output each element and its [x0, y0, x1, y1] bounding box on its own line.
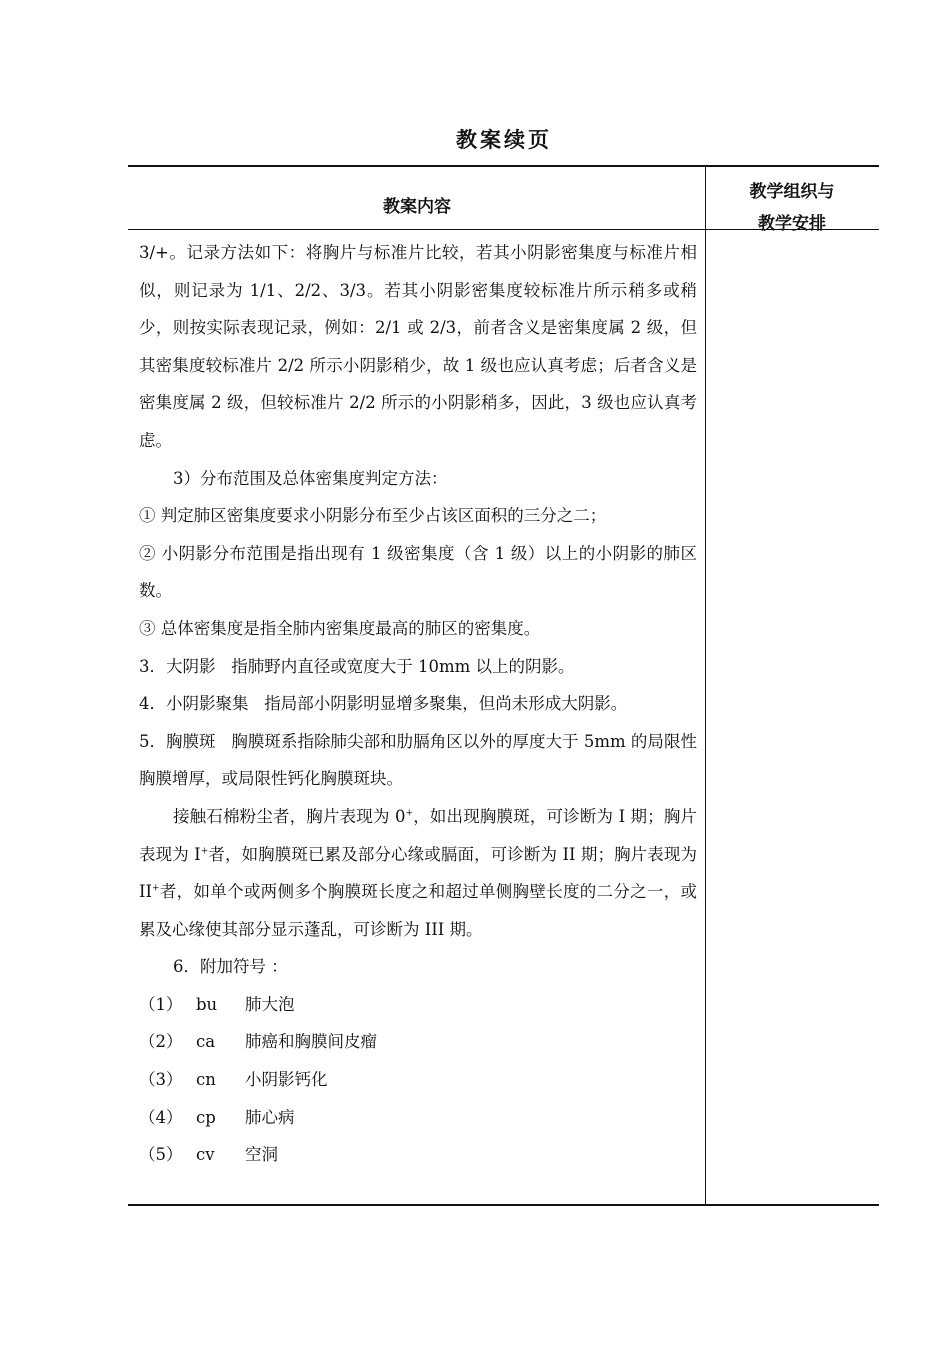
symbol-description: 小阴影钙化: [245, 1070, 328, 1090]
symbol-description: 空洞: [245, 1145, 278, 1165]
symbol-row: [139, 1023, 697, 1061]
paragraph-pleural-plaque: [139, 723, 697, 798]
header-teaching-arrangement: [706, 176, 878, 240]
list-item-1: ① 判定肺区密集度要求小阴影分布至少占该区面积的三分之二；: [139, 506, 607, 526]
symbol-description: 肺大泡: [245, 994, 295, 1014]
paragraph-distribution-heading: 3）分布范围及总体密集度判定方法：: [173, 468, 448, 488]
header-side-line2: 教学安排: [758, 214, 826, 234]
lesson-content: [139, 234, 697, 1174]
term-small-opacity-cluster: 4．小阴影聚集: [139, 694, 249, 714]
paragraph-large-opacity: [139, 648, 697, 686]
term-pleural-plaque: 5．胸膜斑: [139, 731, 216, 751]
paragraph-asbestos-staging: 接触石棉粉尘者，胸片表现为 0+，如出现胸膜斑，可诊断为 I 期；胸片表现为 I+者，如胸膜斑已累及部分心缘或膈面，可诊断为 II 期；胸片表现为 II+者，如单个或两侧多个胸膜斑长度之和超过单侧胸壁长度的二分之一，或累及心缘使其部分显示蓬乱，可诊断为 III 期。: [139, 806, 698, 939]
header-side-line1: 教学组织与: [749, 182, 835, 202]
list-item-3: ③ 总体密集度是指全肺内密集度最高的肺区的密集度。: [139, 618, 541, 638]
list-item-2: ② 小阴影分布范围是指出现有 1 级密集度（含 1 级）以上的小阴影的肺区数。: [139, 543, 697, 601]
definition-small-opacity-cluster: 指局部小阴影明显增多聚集，但尚未形成大阴影。: [264, 694, 628, 714]
symbol-row: [139, 1136, 697, 1174]
definition-large-opacity: 指肺野内直径或宽度大于 10mm 以上的阴影。: [231, 656, 575, 676]
header-lesson-content: 教案内容: [383, 197, 451, 217]
paragraph-additional-symbols: 6．附加符号 ：: [173, 957, 288, 977]
symbol-number: （1）: [139, 994, 183, 1014]
symbol-code: cv: [196, 1145, 215, 1165]
definition-pleural-plaque: 胸膜斑系指除肺尖部和肋膈角区以外的厚度大于 5mm 的局限性胸膜增厚，或局限性钙化胸膜斑块。: [139, 731, 697, 789]
symbol-row: [139, 1061, 697, 1099]
paragraph-small-opacity-cluster: [139, 685, 697, 723]
page-title: 教案续页: [456, 127, 552, 152]
column-divider: [705, 166, 706, 1206]
symbol-number: （2）: [139, 1032, 183, 1052]
symbol-description: 肺心病: [245, 1107, 295, 1127]
table-bottom-border: [128, 1204, 879, 1206]
symbol-code: bu: [196, 994, 218, 1014]
symbol-code: ca: [196, 1032, 216, 1052]
table-top-border: [128, 165, 879, 167]
symbol-code: cn: [196, 1070, 216, 1090]
symbol-number: （5）: [139, 1145, 183, 1165]
symbol-code: cp: [196, 1107, 216, 1127]
paragraph-density-recording: 3/+。记录方法如下：将胸片与标准片比较，若其小阴影密集度与标准片相似，则记录为 1/1、2/2、3/3。若其小阴影密集度较标准片所示稍多或稍少，则按实际表现记录，例如：2/1 或 2/3，前者含义是密集度属 2 级，但其密集度较标准片 2/2 所示小阴影稍少，故 1 级也应认真考虑；后者含义是密集度属 2 级，但较标准片 2/2 所示的小阴影稍多，因此，3 级也应认真考虑。: [139, 243, 697, 450]
symbol-description: 肺癌和胸膜间皮瘤: [245, 1032, 377, 1052]
symbol-row: [139, 1099, 697, 1137]
symbol-number: （4）: [139, 1107, 183, 1127]
symbol-number: （3）: [139, 1070, 183, 1090]
term-large-opacity: 3．大阴影: [139, 656, 216, 676]
symbol-row: [139, 986, 697, 1024]
